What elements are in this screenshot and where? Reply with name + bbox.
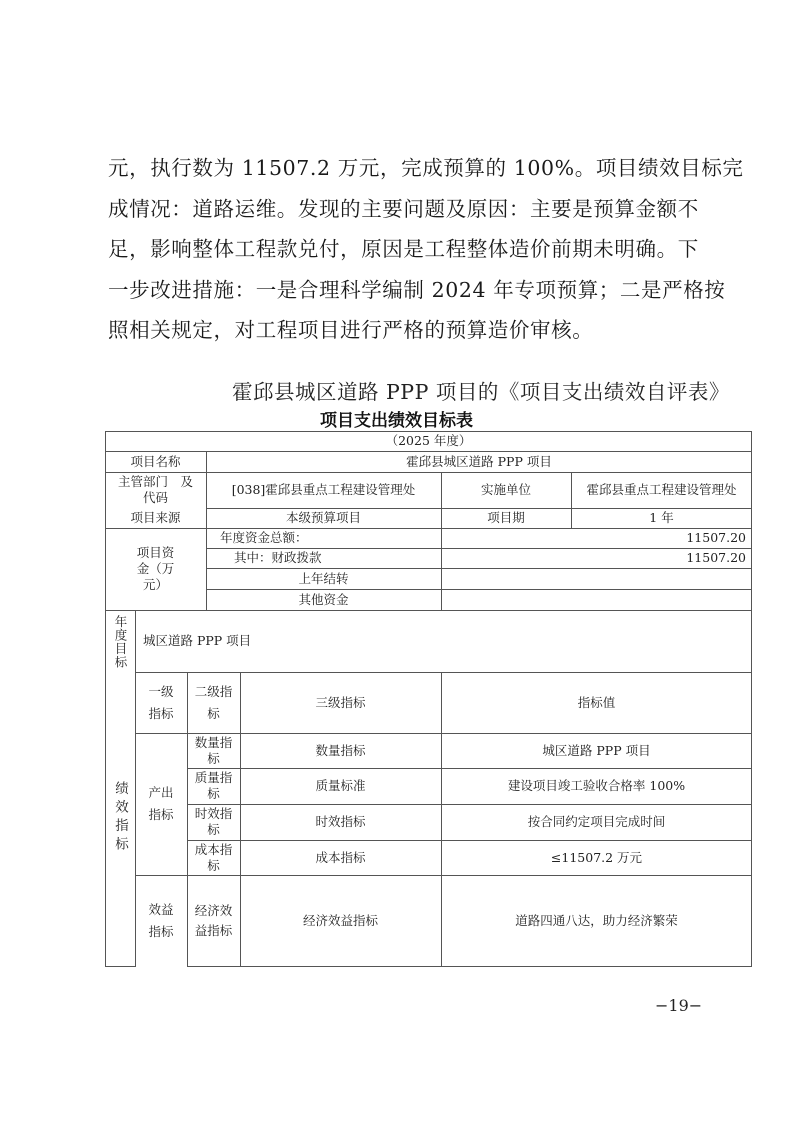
table-rule bbox=[105, 610, 752, 611]
table-rule bbox=[105, 472, 752, 473]
output-row-value: 建设项目竣工验收合格率 100% bbox=[507, 778, 686, 793]
benefit-row-value: 道路四通八达，助力经济繁荣 bbox=[515, 912, 678, 928]
output-row-value: ≤11507.2 万元 bbox=[550, 849, 643, 865]
table-rule bbox=[187, 672, 188, 966]
output-row-level3: 成本指标 bbox=[315, 849, 366, 865]
paragraph-line: 照相关规定，对工程项目进行严格的预算造价审核。 bbox=[108, 318, 594, 342]
table-rule bbox=[206, 451, 207, 610]
table-rule bbox=[206, 568, 752, 569]
paragraph-line: 成情况：道路运维。发现的主要问题及原因：主要是预算金额不 bbox=[108, 196, 699, 221]
table-rule bbox=[206, 548, 752, 549]
benefit-row-level3: 经济效益指标 bbox=[302, 912, 378, 928]
funds-row-value bbox=[441, 568, 752, 589]
funds-row-value: 11507.20 bbox=[686, 530, 746, 545]
table-rule bbox=[187, 966, 752, 967]
source-value: 本级预算项目 bbox=[285, 510, 361, 525]
table-rule bbox=[441, 672, 442, 966]
funds-row-label: 上年结转 bbox=[298, 570, 349, 586]
period-label: 项目期 bbox=[487, 510, 525, 525]
page-number: −19− bbox=[655, 996, 703, 1015]
output-row-level2: 成本指标 bbox=[194, 841, 233, 873]
funds-label: 项目资金（万元） bbox=[136, 545, 175, 592]
section-title: 霍邱县城区道路 PPP 项目的《项目支出绩效自评表》 bbox=[232, 380, 730, 404]
project-name-label: 项目名称 bbox=[130, 453, 181, 469]
table-rule bbox=[571, 472, 572, 528]
table-rule bbox=[105, 966, 136, 967]
output-row-level3: 时效指标 bbox=[315, 814, 366, 829]
header-level2: 二级指标 bbox=[194, 683, 233, 721]
impl-label: 实施单位 bbox=[480, 482, 531, 497]
table-rule bbox=[187, 768, 752, 769]
project-name-value: 霍邱县城区道路 PPP 项目 bbox=[406, 453, 552, 469]
table-rule bbox=[206, 589, 752, 590]
table-rule bbox=[105, 431, 106, 966]
dept-label: 主管部门 及代码 bbox=[117, 473, 193, 505]
table-rule bbox=[135, 733, 752, 734]
table-rule bbox=[105, 451, 752, 452]
annual-goal-value: 城区道路 PPP 项目 bbox=[143, 633, 252, 648]
output-row-level2: 质量指标 bbox=[194, 770, 233, 801]
output-row-level3: 数量指标 bbox=[315, 742, 366, 758]
output-label: 产出指标 bbox=[148, 785, 174, 822]
funds-row-value: 11507.20 bbox=[686, 550, 746, 565]
output-row-level3: 质量标准 bbox=[315, 778, 366, 793]
funds-row-value bbox=[441, 589, 752, 610]
output-row-value: 按合同约定项目完成时间 bbox=[527, 814, 666, 829]
year-cell: （2025 年度） bbox=[385, 433, 472, 448]
funds-row-label: 其中：财政拨款 bbox=[234, 550, 322, 565]
output-row-value: 城区道路 PPP 项目 bbox=[542, 742, 651, 758]
header-level3: 三级指标 bbox=[315, 694, 366, 710]
annual-goal-label: 年度目标 bbox=[113, 615, 128, 669]
table-rule bbox=[240, 672, 241, 966]
output-row-level2: 时效指标 bbox=[194, 806, 233, 837]
table-rule bbox=[105, 528, 752, 529]
paragraph-line: 足，影响整体工程款兑付，原因是工程整体造价前期未明确。下 bbox=[108, 237, 699, 261]
paragraph-line: 一步改进措施：一是合理科学编制 2024 年专项预算；二是严格按 bbox=[108, 277, 726, 302]
header-value: 指标值 bbox=[577, 694, 616, 710]
dept-value: [038]霍邱县重点工程建设管理处 bbox=[231, 482, 416, 497]
benefit-label: 效益指标 bbox=[148, 901, 174, 939]
table-rule bbox=[206, 508, 752, 509]
table-rule bbox=[135, 610, 136, 966]
header-level1: 一级指标 bbox=[148, 683, 174, 721]
period-value: 1 年 bbox=[649, 510, 674, 525]
table-rule bbox=[105, 431, 752, 432]
impl-value: 霍邱县重点工程建设管理处 bbox=[586, 482, 737, 497]
source-label: 项目来源 bbox=[130, 509, 181, 525]
table-title: 项目支出绩效目标表 bbox=[320, 411, 473, 431]
table-rule bbox=[135, 875, 752, 876]
table-rule bbox=[135, 672, 752, 673]
table-rule bbox=[441, 472, 442, 610]
benefit-row-level2: 经济效益指标 bbox=[194, 902, 233, 938]
funds-row-label: 其他资金 bbox=[298, 591, 349, 607]
funds-row-label: 年度资金总额： bbox=[220, 530, 308, 545]
paragraph-line: 元，执行数为 11507.2 万元，完成预算的 100%。项目绩效目标完 bbox=[108, 156, 744, 180]
table-rule bbox=[751, 431, 752, 966]
table-rule bbox=[187, 804, 752, 805]
output-row-level2: 数量指标 bbox=[194, 734, 233, 766]
table-rule bbox=[187, 840, 752, 841]
perf-label: 绩效指标 bbox=[112, 781, 128, 855]
